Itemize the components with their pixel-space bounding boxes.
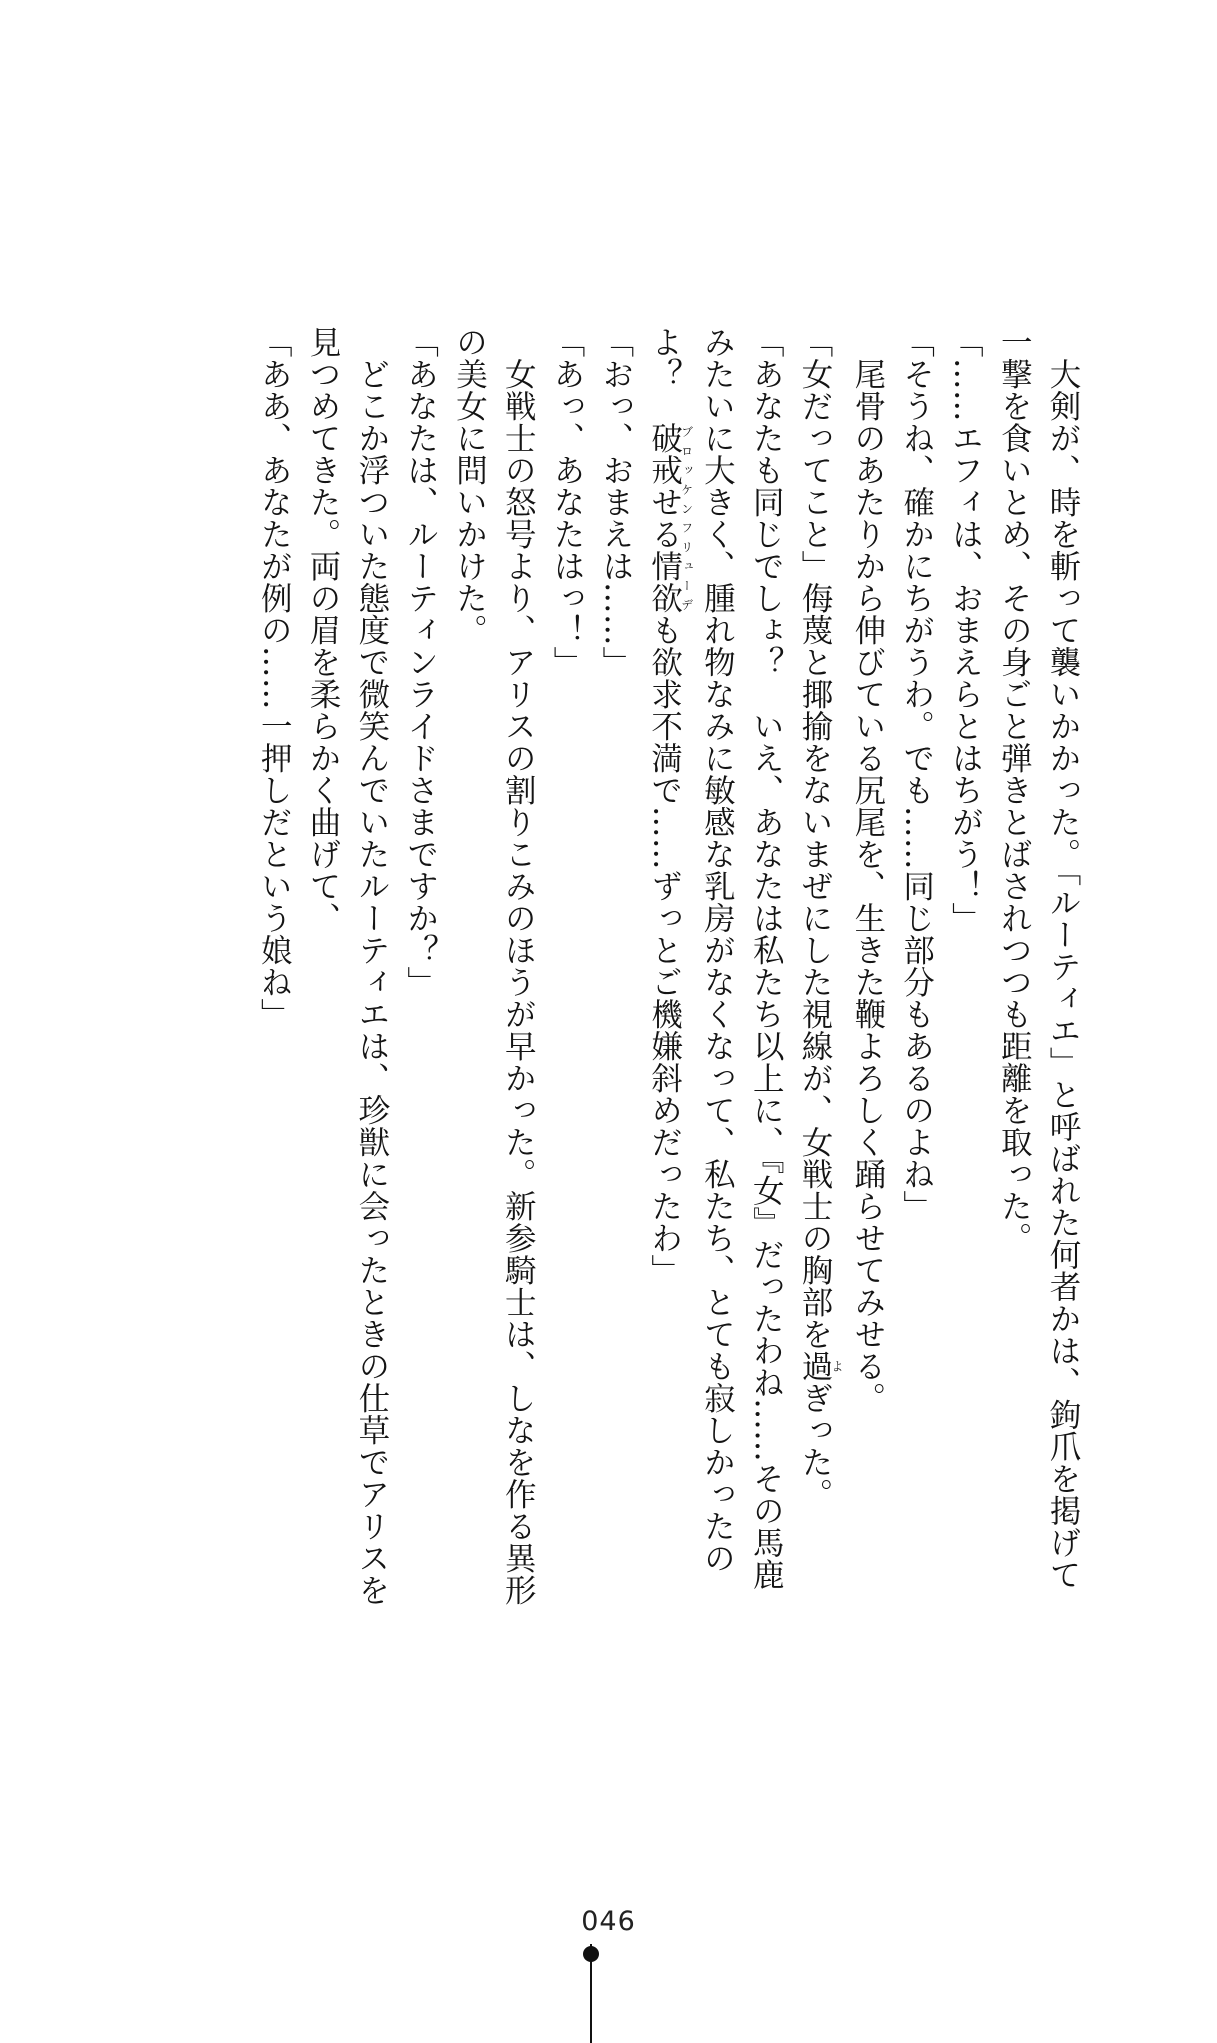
text-line-6-part-b: ぎった。: [797, 1382, 834, 1510]
text-line-6: [790, 326, 843, 1726]
page-marker-dot: [583, 1946, 599, 1962]
text-line-4: 「そうね、確かにちがうわ。でも……同じ部分もあるのよね」: [898, 326, 935, 1222]
text-line-9-part-b: も欲求不満で……ずっとご機嫌斜めだったわ」: [646, 614, 683, 1286]
text-line-8: みたいに大きく、腫れ物なみに敏感な乳房がなくなって、私たち、とても寂しかったの: [699, 326, 736, 1574]
text-line-11: 「あっ、あなたはっ！」: [549, 326, 586, 678]
ruby-broken-fried-reading: ブロッケンフリューデ: [679, 422, 694, 614]
text-line-10: 「おっ、おまえは……」: [597, 326, 634, 678]
text-line-14: 「あなたは、ルーティンライドさまですか？」: [402, 326, 439, 998]
text-line-16: 見つめてきた。両の眉を柔らかく曲げて、: [305, 326, 342, 934]
text-line-6-part-a: 「女だってこと」侮蔑と揶揄をないまぜにした視線が、女戦士の胸部を: [797, 326, 834, 1350]
text-line-2: 一撃を食いとめ、その身ごと弾きとばされつつも距離を取った。: [996, 326, 1033, 1254]
text-line-13: の美女に問いかけた。: [451, 326, 488, 646]
text-line-1: 大剣が、時を斬って襲いかかった。「ルーティエ」と呼ばれた何者かは、鉤爪を掲げて: [1045, 326, 1081, 1591]
text-line-9: [640, 326, 693, 1726]
ruby-yo-reading: よ: [830, 1350, 845, 1382]
text-line-12: 女戦士の怒号より、アリスの割りこみのほうが早かった。新参騎士は、しなを作る異形: [500, 326, 537, 1606]
text-line-9-part-a: よ？: [646, 326, 683, 422]
text-line-3: 「……エフィは、おまえらとはちがう！」: [947, 326, 984, 934]
text-line-17: 「ああ、あなたが例の……一押しだという娘ね」: [256, 326, 293, 1030]
text-line-5: 尾骨のあたりから伸びている尻尾を、生きた鞭よろしく踊らせてみせる。: [849, 326, 886, 1414]
page-number: 046: [581, 1906, 636, 1937]
ruby-broken-fried: 破戒せる情欲ブロッケンフリューデ: [646, 422, 694, 614]
text-line-7: 「あなたも同じでしょ？ いえ、あなたは私たち以上に、『女』だったわね……その馬鹿: [748, 326, 785, 1591]
text-line-15: どこか浮ついた態度で微笑んでいたルーティエは、珍獣に会ったときの仕草でアリスを: [353, 326, 390, 1606]
vertical-text-body: [249, 326, 1087, 1726]
ruby-yo: 過よ: [797, 1350, 845, 1382]
